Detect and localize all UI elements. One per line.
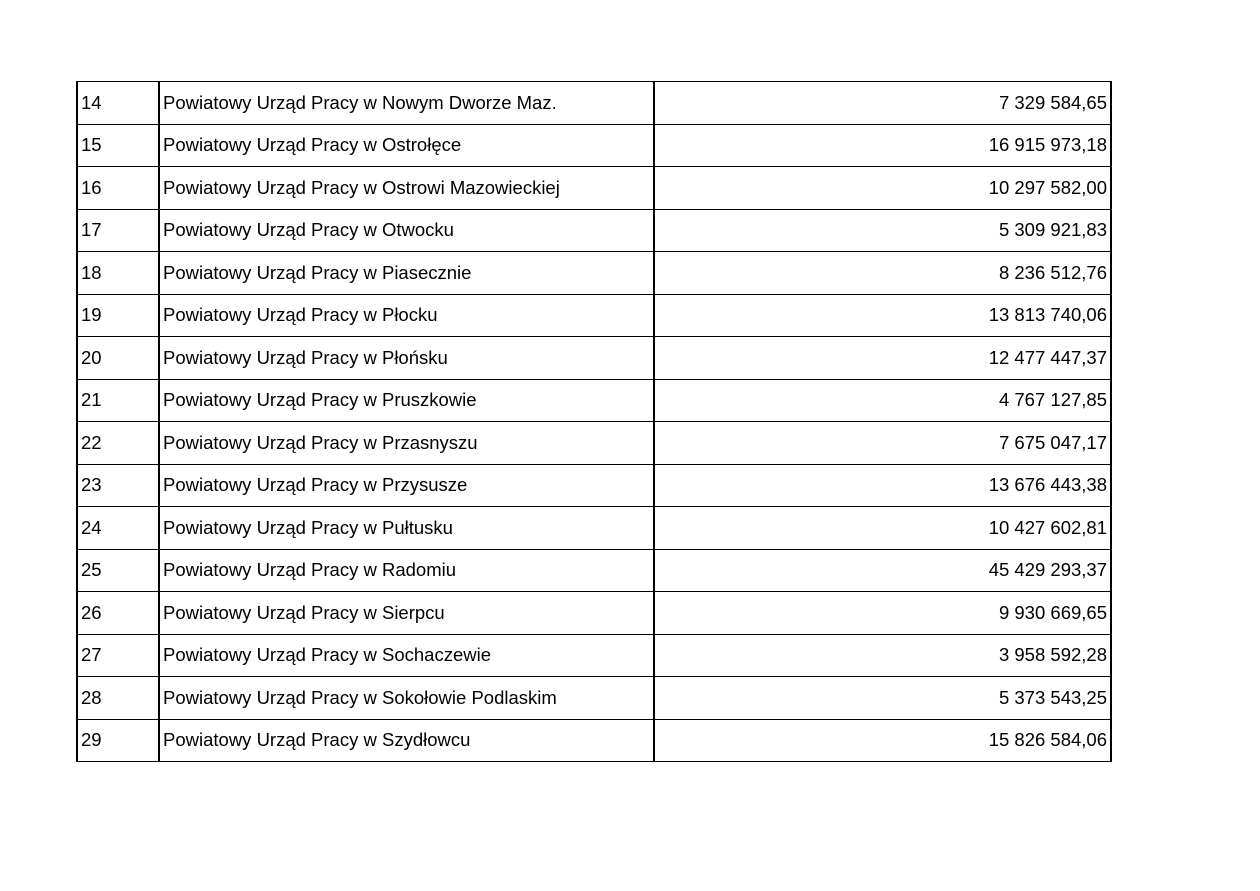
- table-row: [77, 337, 1111, 380]
- amount-cell: 16 915 973,18: [654, 124, 1111, 167]
- amount-cell: 7 675 047,17: [654, 422, 1111, 465]
- amount-cell: 15 826 584,06: [654, 719, 1111, 762]
- office-name-cell: Powiatowy Urząd Pracy w Sochaczewie: [159, 634, 654, 677]
- table-row: [77, 634, 1111, 677]
- table-row: [77, 464, 1111, 507]
- row-number-cell: 18: [77, 252, 159, 295]
- table-row: [77, 252, 1111, 295]
- office-name-cell: Powiatowy Urząd Pracy w Płocku: [159, 294, 654, 337]
- amount-cell: 10 297 582,00: [654, 167, 1111, 210]
- office-name-cell: Powiatowy Urząd Pracy w Przasnyszu: [159, 422, 654, 465]
- amount-cell: 13 676 443,38: [654, 464, 1111, 507]
- office-name-cell: Powiatowy Urząd Pracy w Przysusze: [159, 464, 654, 507]
- office-name-cell: Powiatowy Urząd Pracy w Ostrowi Mazowieckiej: [159, 167, 654, 210]
- table-row: [77, 82, 1111, 125]
- row-number-cell: 16: [77, 167, 159, 210]
- office-name-cell: Powiatowy Urząd Pracy w Otwocku: [159, 209, 654, 252]
- row-number-cell: 23: [77, 464, 159, 507]
- amount-cell: 10 427 602,81: [654, 507, 1111, 550]
- row-number-cell: 27: [77, 634, 159, 677]
- row-number-cell: 14: [77, 82, 159, 125]
- table-body: [77, 82, 1111, 762]
- row-number-cell: 15: [77, 124, 159, 167]
- amount-cell: 13 813 740,06: [654, 294, 1111, 337]
- office-name-cell: Powiatowy Urząd Pracy w Sierpcu: [159, 592, 654, 635]
- row-number-cell: 28: [77, 677, 159, 720]
- table-row: [77, 294, 1111, 337]
- row-number-cell: 17: [77, 209, 159, 252]
- row-number-cell: 21: [77, 379, 159, 422]
- office-name-cell: Powiatowy Urząd Pracy w Radomiu: [159, 549, 654, 592]
- row-number-cell: 24: [77, 507, 159, 550]
- row-number-cell: 19: [77, 294, 159, 337]
- amount-cell: 7 329 584,65: [654, 82, 1111, 125]
- amount-cell: 8 236 512,76: [654, 252, 1111, 295]
- row-number-cell: 26: [77, 592, 159, 635]
- table-row: [77, 167, 1111, 210]
- table-row: [77, 677, 1111, 720]
- amount-cell: 3 958 592,28: [654, 634, 1111, 677]
- amount-cell: 12 477 447,37: [654, 337, 1111, 380]
- amount-cell: 5 309 921,83: [654, 209, 1111, 252]
- office-name-cell: Powiatowy Urząd Pracy w Pułtusku: [159, 507, 654, 550]
- amount-cell: 45 429 293,37: [654, 549, 1111, 592]
- office-name-cell: Powiatowy Urząd Pracy w Nowym Dworze Maz.: [159, 82, 654, 125]
- table-row: [77, 379, 1111, 422]
- office-name-cell: Powiatowy Urząd Pracy w Piasecznie: [159, 252, 654, 295]
- funding-table: [76, 81, 1112, 762]
- row-number-cell: 25: [77, 549, 159, 592]
- office-name-cell: Powiatowy Urząd Pracy w Ostrołęce: [159, 124, 654, 167]
- row-number-cell: 29: [77, 719, 159, 762]
- table-row: [77, 124, 1111, 167]
- table-row: [77, 422, 1111, 465]
- table-row: [77, 549, 1111, 592]
- amount-cell: 5 373 543,25: [654, 677, 1111, 720]
- office-name-cell: Powiatowy Urząd Pracy w Pruszkowie: [159, 379, 654, 422]
- table-row: [77, 719, 1111, 762]
- row-number-cell: 20: [77, 337, 159, 380]
- table-row: [77, 592, 1111, 635]
- amount-cell: 9 930 669,65: [654, 592, 1111, 635]
- office-name-cell: Powiatowy Urząd Pracy w Szydłowcu: [159, 719, 654, 762]
- row-number-cell: 22: [77, 422, 159, 465]
- table-row: [77, 507, 1111, 550]
- table-row: [77, 209, 1111, 252]
- amount-cell: 4 767 127,85: [654, 379, 1111, 422]
- office-name-cell: Powiatowy Urząd Pracy w Sokołowie Podlaskim: [159, 677, 654, 720]
- office-name-cell: Powiatowy Urząd Pracy w Płońsku: [159, 337, 654, 380]
